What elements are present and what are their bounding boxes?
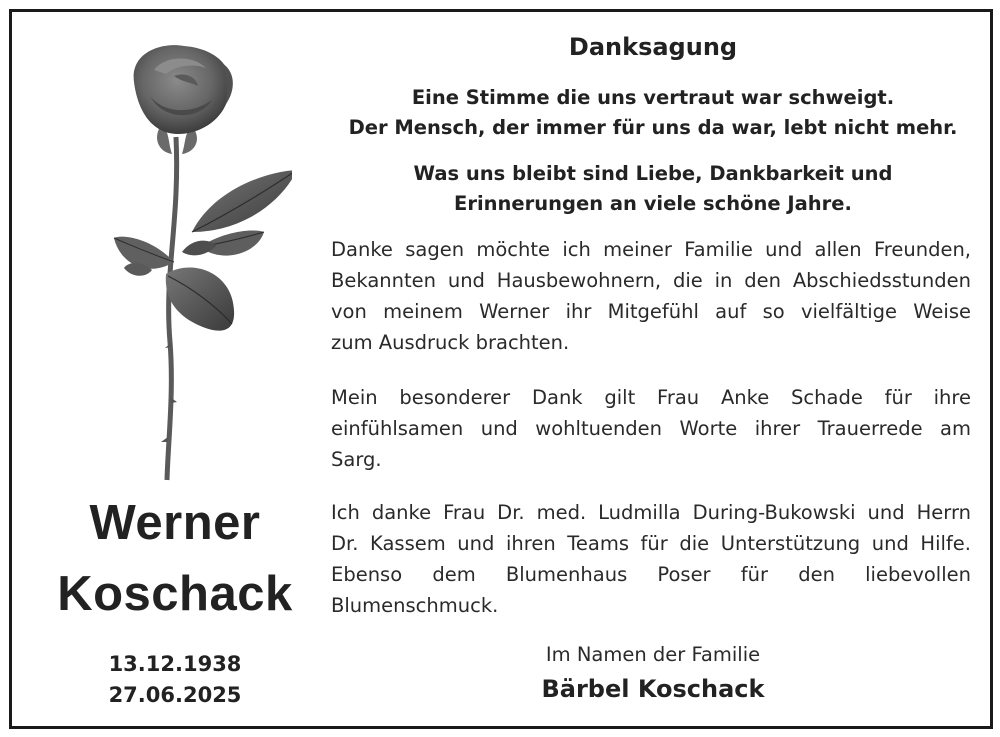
paragraph-line: Sarg. bbox=[331, 448, 382, 471]
paragraph-line: Dr. Kassem und ihren Teams für die Unterstützung und Hilfe. bbox=[331, 532, 971, 555]
paragraph-line: Ebenso dem Blumenhaus Poser für den liebevollen bbox=[331, 563, 971, 586]
motto-first bbox=[328, 83, 978, 143]
deceased-first-name: Werner bbox=[89, 496, 261, 550]
motto-line: Was uns bleibt sind Liebe, Dankbarkeit und bbox=[413, 162, 893, 185]
deceased-last-name: Koschack bbox=[57, 567, 293, 621]
paragraph-line: zum Ausdruck brachten. bbox=[331, 331, 570, 354]
signature-name: Bärbel Koschack bbox=[541, 675, 765, 703]
thanks-paragraph-doctors bbox=[331, 497, 971, 621]
signature-intro: Im Namen der Familie bbox=[545, 643, 761, 666]
motto-line: Eine Stimme die uns vertraut war schweigt. bbox=[411, 86, 895, 109]
paragraph-line: von meinem Werner ihr Mitgefühl auf so vielfältige Weise bbox=[331, 300, 971, 323]
birth-date: 13.12.1938 bbox=[108, 652, 242, 676]
thanks-paragraph-family bbox=[331, 234, 971, 358]
motto-second bbox=[328, 159, 978, 219]
paragraph-line: Blumenschmuck. bbox=[331, 594, 499, 617]
thanks-column bbox=[328, 12, 978, 726]
paragraph-line: Mein besonderer Dank gilt Frau Anke Schade für ihre bbox=[331, 386, 971, 409]
paragraph-line: Ich danke Frau Dr. med. Ludmilla During-Bukowski und Herrn bbox=[331, 501, 971, 524]
paragraph-line: Bekannten und Hausbewohnern, die in den Abschiedsstunden bbox=[331, 269, 971, 292]
motto-line: Der Mensch, der immer für uns da war, lebt nicht mehr. bbox=[348, 116, 958, 139]
notice-heading: Danksagung bbox=[568, 33, 738, 61]
thanks-paragraph-speaker bbox=[331, 382, 971, 475]
rose-illustration bbox=[92, 42, 292, 482]
death-date: 27.06.2025 bbox=[108, 683, 242, 707]
paragraph-line: einfühlsamen und wohltuenden Worte ihrer Trauerrede am bbox=[331, 417, 971, 440]
deceased-column bbox=[12, 12, 328, 726]
obituary-card bbox=[9, 9, 993, 729]
paragraph-line: Danke sagen möchte ich meiner Familie und allen Freunden, bbox=[331, 238, 971, 261]
motto-line: Erinnerungen an viele schöne Jahre. bbox=[454, 192, 852, 215]
